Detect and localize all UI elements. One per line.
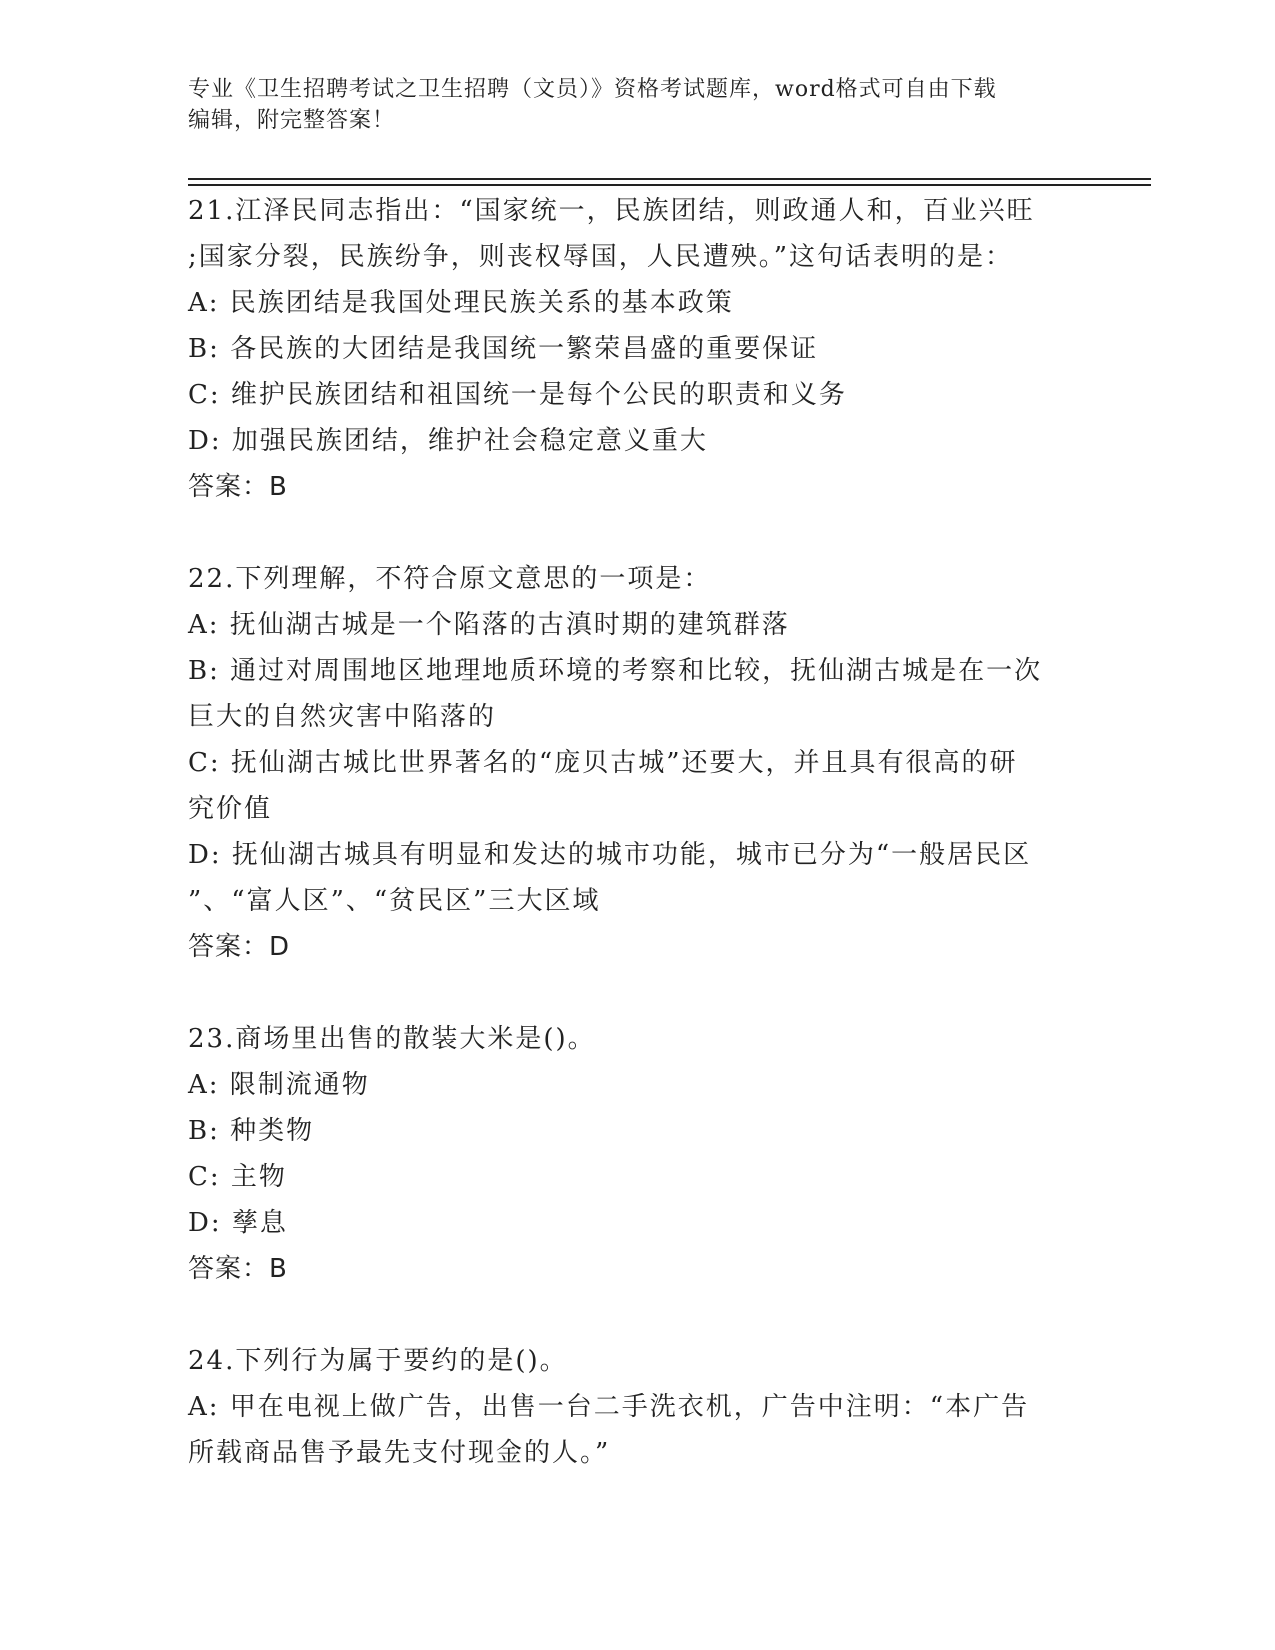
- question-stem: 21.江泽民同志指出：“国家统一，民族团结，则政通人和，百业兴旺: [188, 196, 1035, 226]
- question-block: [188, 188, 1088, 556]
- question-line: ”、“富人区”、“贫民区”三大区域: [188, 886, 601, 916]
- answer-line: 答案：B: [188, 472, 288, 502]
- question-stem: 24.下列行为属于要约的是()。: [188, 1346, 568, 1376]
- question-line: D: 加强民族团结，维护社会稳定意义重大: [188, 426, 708, 456]
- answer-line: 答案：B: [188, 1254, 288, 1284]
- question-line: D: 抚仙湖古城具有明显和发达的城市功能，城市已分为“一般居民区: [188, 840, 1032, 870]
- question-line: A: 甲在电视上做广告，出售一台二手洗衣机，广告中注明：“本广告: [188, 1392, 1030, 1422]
- question-line: A: 民族团结是我国处理民族关系的基本政策: [188, 288, 734, 318]
- question-line: C: 抚仙湖古城比世界著名的“庞贝古城”还要大，并且具有很高的研: [188, 748, 1018, 778]
- document-header: [188, 74, 1068, 136]
- question-line: C: 主物: [188, 1162, 287, 1192]
- question-line: D: 孳息: [188, 1208, 288, 1238]
- question-line: A: 限制流通物: [188, 1070, 370, 1100]
- question-block: [188, 1016, 1088, 1338]
- question-line: 巨大的自然灾害中陷落的: [188, 702, 497, 732]
- question-spacer: [188, 510, 1088, 556]
- question-line: 所载商品售予最先支付现金的人。”: [188, 1438, 611, 1468]
- question-list: [188, 188, 1088, 1476]
- question-block: [188, 556, 1088, 1016]
- header-divider-bottom: [188, 184, 1151, 186]
- header-line-1: 专业《卫生招聘考试之卫生招聘（文员）》资格考试题库，word格式可自由下载: [188, 77, 997, 102]
- question-line: B: 通过对周围地区地理地质环境的考察和比较，抚仙湖古城是在一次: [188, 656, 1043, 686]
- question-spacer: [188, 1292, 1088, 1338]
- question-line: 究价值: [188, 794, 273, 824]
- question-stem: 22.下列理解，不符合原文意思的一项是：: [188, 564, 712, 594]
- question-spacer: [188, 970, 1088, 1016]
- question-line: B: 各民族的大团结是我国统一繁荣昌盛的重要保证: [188, 334, 819, 364]
- question-line: ;国家分裂，民族纷争，则丧权辱国，人民遭殃。”这句话表明的是：: [188, 242, 1014, 272]
- question-line: C: 维护民族团结和祖国统一是每个公民的职责和义务: [188, 380, 847, 410]
- question-stem: 23.商场里出售的散装大米是()。: [188, 1024, 596, 1054]
- answer-line: 答案：D: [188, 932, 291, 962]
- header-line-2: 编辑，附完整答案！: [188, 108, 396, 133]
- question-line: B: 种类物: [188, 1116, 315, 1146]
- header-divider-top: [188, 178, 1151, 180]
- question-block: [188, 1338, 1088, 1476]
- question-line: A: 抚仙湖古城是一个陷落的古滇时期的建筑群落: [188, 610, 790, 640]
